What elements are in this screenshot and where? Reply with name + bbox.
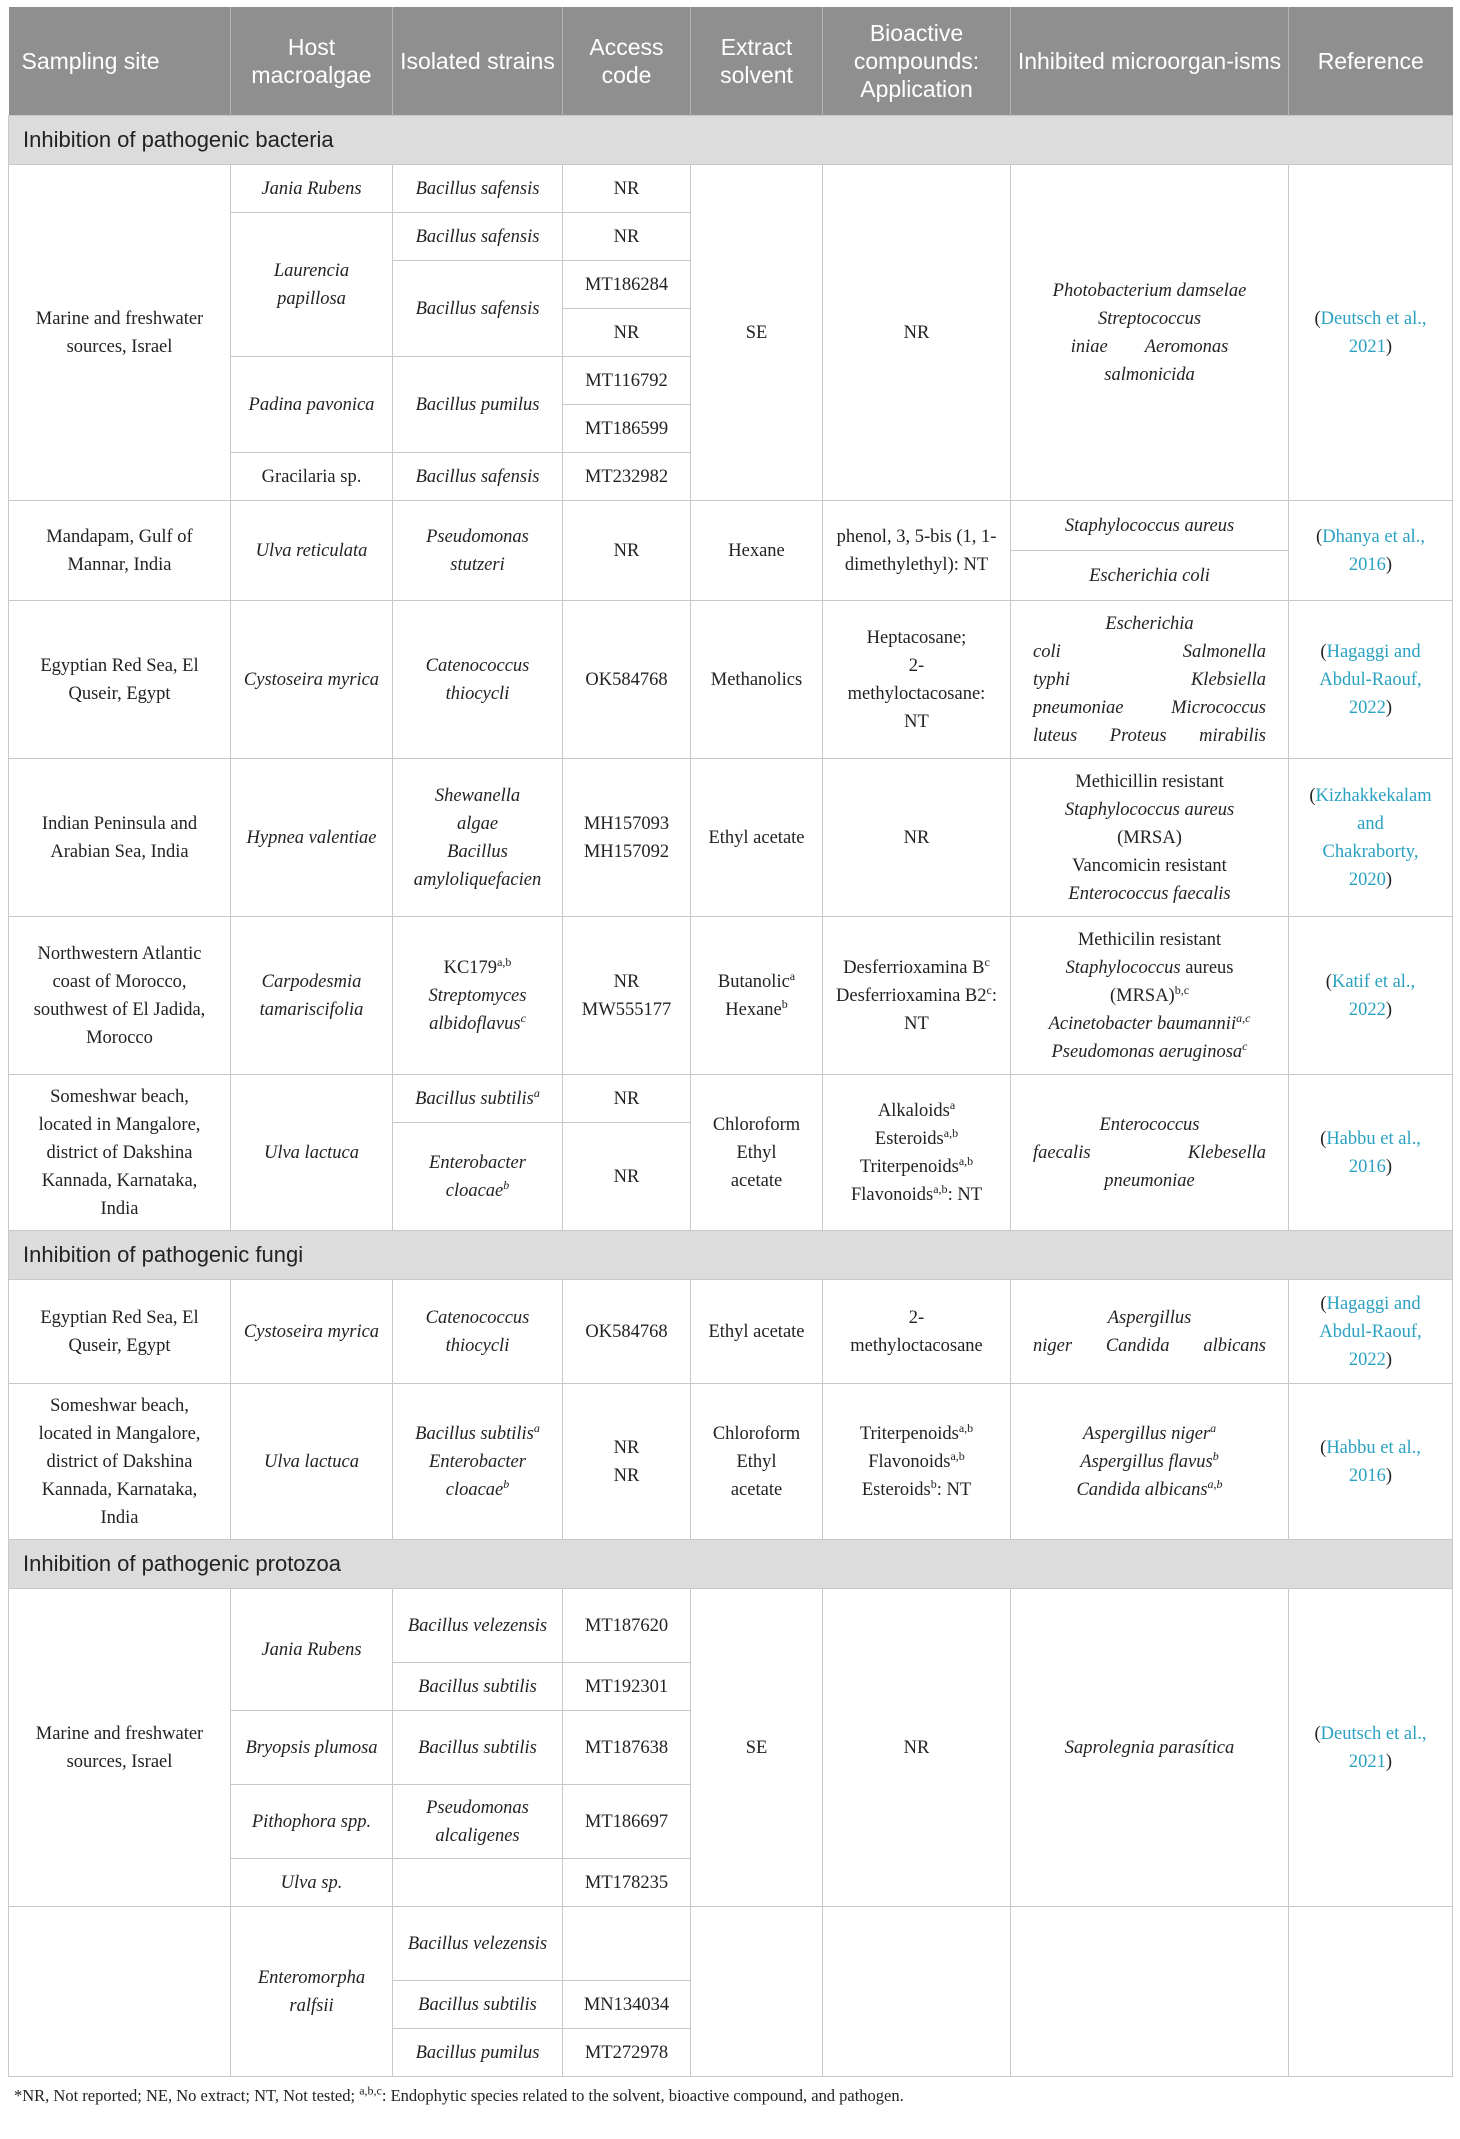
compound-line: Triterpenoids: [859, 1156, 959, 1177]
footnote-marker: a,b: [958, 1153, 974, 1168]
inhibited-item: Proteus mirabilis: [1109, 725, 1267, 746]
inhibited-microorganisms-empty: [1011, 1907, 1289, 2077]
extract-solvent: Ethyl acetate: [691, 759, 823, 917]
sampling-site: Marine and freshwater sources, Israel: [9, 1589, 231, 1907]
inhibited-microorganisms: [1011, 917, 1289, 1075]
footnote-marker: b: [503, 1177, 510, 1192]
isolated-strain: Pseudomonas stutzeri: [393, 501, 563, 601]
table-row: [9, 1384, 1453, 1540]
header-row: [9, 7, 1453, 116]
access-code: [563, 1907, 691, 1981]
reference-link[interactable]: Abdul-Raouf,: [1319, 1321, 1422, 1342]
footnote-marker: b: [1212, 1448, 1219, 1463]
sampling-site: Egyptian Red Sea, El Quseir, Egypt: [9, 1280, 231, 1384]
bioactive-compounds: NR: [823, 1589, 1011, 1907]
inhibited-item: Enterococcus: [1099, 1114, 1200, 1135]
sampling-site: Someshwar beach, located in Mangalore, district of Dakshina Kannada, Karnataka, India: [9, 1075, 231, 1231]
code-line: NR: [613, 1437, 640, 1458]
extract-solvent: [691, 1075, 823, 1231]
solvent-line: acetate: [730, 1479, 783, 1500]
isolated-strain: Bacillus safensis: [393, 261, 563, 357]
table-container: [8, 7, 1452, 2107]
access-code: NR: [563, 309, 691, 357]
sampling-site: Someshwar beach, located in Mangalore, district of Dakshina Kannada, Karnataka, India: [9, 1384, 231, 1540]
isolated-strain: Bacillus velezensis: [393, 1907, 563, 1981]
isolated-strain: Bacillus subtilis: [393, 1711, 563, 1785]
compound-application: : NT: [904, 985, 997, 1034]
inhibited-microorganisms: [1011, 759, 1289, 917]
host-macroalgae: Enteromorpha ralfsii: [231, 1907, 393, 2077]
inhibited-item: Pseudomonas aeruginosa: [1051, 1041, 1243, 1062]
inhibited-microorganisms: [1011, 1075, 1289, 1231]
host-macroalgae: Jania Rubens: [231, 1589, 393, 1711]
footnote-marker: c: [520, 1010, 526, 1025]
reference-link[interactable]: 2022: [1348, 697, 1386, 718]
isolated-strain: Catenococcus thiocycli: [393, 1280, 563, 1384]
footnote-marker: a: [949, 1097, 956, 1112]
isolated-strain: Pseudomonas alcaligenes: [393, 1785, 563, 1859]
solvent-line: acetate: [730, 1170, 783, 1191]
section-title-bacteria: Inhibition of pathogenic bacteria: [9, 116, 1453, 165]
footnote-marker: a,b: [497, 954, 512, 969]
inhibited-item: Enterococcus faecalis: [1068, 883, 1231, 904]
code-line: MH157092: [583, 841, 670, 862]
inhibited-item: Staphylococcus: [1065, 957, 1181, 978]
access-code: MT232982: [563, 453, 691, 501]
inhibited-microorganisms: Escherichia coli: [1011, 551, 1289, 601]
sampling-site: Northwestern Atlantic coast of Morocco, southwest of El Jadida, Morocco: [9, 917, 231, 1075]
header-access-code: Access code: [563, 7, 691, 116]
footnote-marker: a,b: [933, 1181, 948, 1196]
isolated-strain: [393, 1075, 563, 1123]
access-code: NR: [563, 1123, 691, 1231]
strain-line: Enterobacter cloacae: [429, 1152, 526, 1201]
compound-line: Heptacosane;: [866, 627, 967, 648]
access-code: MT186697: [563, 1785, 691, 1859]
strain-line: KC179: [443, 957, 498, 978]
compound-line: methyloctacosane:: [847, 683, 986, 704]
host-macroalgae: Ulva sp.: [231, 1859, 393, 1907]
isolated-strain: [393, 917, 563, 1075]
table-row: [9, 1907, 1453, 1981]
inhibited-item: Streptococcus: [1097, 308, 1202, 329]
host-macroalgae: Cystoseira myrica: [231, 1280, 393, 1384]
reference-link[interactable]: 2022: [1348, 1349, 1386, 1370]
inhibited-item: (MRSA): [1109, 985, 1175, 1006]
access-code: MT187638: [563, 1711, 691, 1785]
extract-solvent-empty: [691, 1907, 823, 2077]
section-title-fungi: Inhibition of pathogenic fungi: [9, 1231, 1453, 1280]
isolated-strain: Bacillus velezensis: [393, 1589, 563, 1663]
reference-link[interactable]: 2021: [1348, 1751, 1386, 1772]
bioactive-compounds: NR: [823, 759, 1011, 917]
isolated-strain: Bacillus pumilus: [393, 2029, 563, 2077]
access-code: NR: [563, 501, 691, 601]
table-row: [9, 1280, 1453, 1384]
reference: [1289, 1384, 1453, 1540]
footnote-marker: a: [1210, 1420, 1217, 1435]
footnote-marker: a,b: [943, 1125, 959, 1140]
footnote-marker: c: [986, 982, 992, 997]
extract-solvent: Methanolics: [691, 601, 823, 759]
header-isolated-strains: Isolated strains: [393, 7, 563, 116]
strain-line: Bacillus subtilis: [415, 1423, 534, 1444]
footnote-marker: b: [781, 996, 788, 1011]
ref-open: (: [1320, 1293, 1327, 1314]
compound-line: Flavonoids: [851, 1184, 934, 1205]
reference: [1289, 1589, 1453, 1907]
footnote-marker: b,c: [1174, 982, 1190, 997]
footnote-marker: a,b,c: [359, 2083, 382, 2098]
host-macroalgae: Ulva reticulata: [231, 501, 393, 601]
access-code: MT187620: [563, 1589, 691, 1663]
strain-line: Bacillus: [447, 841, 508, 862]
code-line: MH157093: [583, 813, 670, 834]
host-macroalgae: Bryopsis plumosa: [231, 1711, 393, 1785]
code-line: MW555177: [581, 999, 672, 1020]
access-code: NR: [563, 213, 691, 261]
strain-line: Bacillus subtilis: [415, 1088, 534, 1109]
isolated-strain: Bacillus subtilis: [393, 1981, 563, 2029]
bioactive-compounds: NR: [823, 165, 1011, 501]
ref-close: ): [1385, 1156, 1393, 1177]
reference-link[interactable]: 2016: [1348, 1465, 1386, 1486]
access-code: OK584768: [563, 1280, 691, 1384]
table-row: [9, 601, 1453, 759]
access-code: OK584768: [563, 601, 691, 759]
compound-line: Flavonoids: [868, 1451, 951, 1472]
host-macroalgae: Laurencia papillosa: [231, 213, 393, 357]
ref-close: ): [1385, 554, 1393, 575]
access-code: MT116792: [563, 357, 691, 405]
reference-link[interactable]: 2016: [1348, 554, 1386, 575]
ref-open: (: [1314, 1723, 1321, 1744]
inhibited-item: Aspergillus flavus: [1080, 1451, 1213, 1472]
code-line: NR: [613, 971, 640, 992]
reference: [1289, 601, 1453, 759]
header-sampling-site: Sampling site: [9, 7, 231, 116]
reference-link[interactable]: Habbu et al.,: [1326, 1128, 1421, 1149]
sampling-site: Mandapam, Gulf of Mannar, India: [9, 501, 231, 601]
ref-open: (: [1320, 1128, 1327, 1149]
inhibited-item: pneumoniae: [1104, 1170, 1195, 1191]
inhibited-item: faecalis: [1033, 1142, 1091, 1163]
access-code: MT272978: [563, 2029, 691, 2077]
bioactive-compounds: [823, 1384, 1011, 1540]
compound-line: Esteroids: [874, 1128, 944, 1149]
extract-solvent: Hexane: [691, 501, 823, 601]
table-row: [9, 917, 1453, 1075]
header-host-macroalgae: Host macroalgae: [231, 7, 393, 116]
footnote-marker: b: [930, 1476, 937, 1491]
strain-line: algae: [456, 813, 499, 834]
isolated-strain: [393, 1384, 563, 1540]
host-macroalgae: Jania Rubens: [231, 165, 393, 213]
reference: [1289, 917, 1453, 1075]
ref-open: (: [1320, 641, 1327, 662]
extract-solvent: [691, 917, 823, 1075]
reference-link[interactable]: Deutsch et al.,: [1320, 308, 1427, 329]
compound-application: : NT: [947, 1184, 982, 1205]
host-macroalgae: Cystoseira myrica: [231, 601, 393, 759]
host-macroalgae: Hypnea valentiae: [231, 759, 393, 917]
header-inhibited-microorganisms: Inhibited microorgan-isms: [1011, 7, 1289, 116]
inhibited-item: Salmonella: [1182, 641, 1266, 662]
inhibited-item: Methicilin resistant: [1077, 929, 1222, 950]
inhibited-microorganisms: Saprolegnia parasítica: [1011, 1589, 1289, 1907]
footnote-text: : Endophytic species related to the solvent, bioactive compound, and pathogen.: [381, 2086, 904, 2105]
header-extract-solvent: Extract solvent: [691, 7, 823, 116]
footnote-marker: a: [533, 1085, 540, 1100]
sampling-site-empty: [9, 1907, 231, 2077]
host-macroalgae: Ulva lactuca: [231, 1075, 393, 1231]
access-code: NR: [563, 165, 691, 213]
header-reference: Reference: [1289, 7, 1453, 116]
inhibited-item: pneumoniae: [1033, 697, 1124, 718]
isolated-strain: Bacillus subtilis: [393, 1663, 563, 1711]
table-row: [9, 1589, 1453, 1663]
compound-line: 2-: [908, 1307, 925, 1328]
solvent-line: Ethyl: [736, 1142, 777, 1163]
reference-link[interactable]: Deutsch et al.,: [1320, 1723, 1427, 1744]
inhibited-item: salmonicida: [1104, 364, 1195, 385]
ref-open: (: [1325, 971, 1332, 992]
access-code: MT178235: [563, 1859, 691, 1907]
inhibited-microorganisms: [1011, 1280, 1289, 1384]
inhibited-item: Acinetobacter baumannii: [1048, 1013, 1237, 1034]
host-macroalgae: Padina pavonica: [231, 357, 393, 453]
strain-line: Streptomyces albidoflavus: [428, 985, 527, 1034]
bioactive-compounds: [823, 601, 1011, 759]
bioactive-compounds: [823, 1075, 1011, 1231]
isolated-strain: Catenococcus thiocycli: [393, 601, 563, 759]
ref-close: ): [1385, 336, 1393, 357]
inhibited-item: Candida albicans: [1076, 1479, 1208, 1500]
section-title-protozoa: Inhibition of pathogenic protozoa: [9, 1540, 1453, 1589]
ref-close: ): [1385, 1465, 1393, 1486]
reference-link[interactable]: 2020: [1348, 869, 1386, 890]
access-code: [563, 917, 691, 1075]
access-code: [563, 1384, 691, 1540]
table-row: [9, 165, 1453, 213]
inhibited-item: luteus: [1033, 725, 1078, 746]
table-row: [9, 759, 1453, 917]
bioactive-compounds: [823, 917, 1011, 1075]
ref-close: ): [1385, 1349, 1393, 1370]
reference-link[interactable]: 2021: [1348, 336, 1386, 357]
reference-link[interactable]: Dhanya et al.,: [1322, 526, 1425, 547]
compound-line: Triterpenoids: [859, 1423, 959, 1444]
ref-open: (: [1314, 308, 1321, 329]
reference: [1289, 165, 1453, 501]
solvent-line: Chloroform: [712, 1423, 801, 1444]
reference: [1289, 501, 1453, 601]
reference-link[interactable]: Katif et al.,: [1331, 971, 1416, 992]
compound-line: 2-: [908, 655, 925, 676]
ref-close: ): [1385, 697, 1393, 718]
footnote-text: *NR, Not reported; NE, No extract; NT, Not tested;: [14, 2086, 360, 2105]
inhibited-microorganisms: [1011, 601, 1289, 759]
compound-application: : NT: [936, 1479, 972, 1500]
access-code: [563, 759, 691, 917]
table-row: [9, 501, 1453, 551]
compound-line: Alkaloids: [877, 1100, 950, 1121]
ref-close: ): [1385, 1751, 1393, 1772]
strain-line: Enterobacter cloacae: [429, 1451, 526, 1500]
host-macroalgae: Pithophora spp.: [231, 1785, 393, 1859]
access-code: MT186284: [563, 261, 691, 309]
reference-link[interactable]: and: [1357, 813, 1384, 834]
compound-line: methyloctacosane: [850, 1335, 983, 1356]
host-macroalgae: Carpodesmia tamariscifolia: [231, 917, 393, 1075]
reference-link[interactable]: 2016: [1348, 1156, 1386, 1177]
footnote-marker: a: [789, 968, 796, 983]
compound-line: Desferrioxamina B: [843, 957, 985, 978]
reference-empty: [1289, 1907, 1453, 2077]
strain-line: amyloliquefacien: [413, 869, 542, 890]
extract-solvent: Ethyl acetate: [691, 1280, 823, 1384]
footnote-marker: b: [503, 1476, 510, 1491]
footnote-marker: a: [533, 1420, 540, 1435]
footnote-marker: c: [984, 954, 990, 969]
reference: [1289, 1075, 1453, 1231]
extract-solvent: [691, 1384, 823, 1540]
reference-link[interactable]: 2022: [1348, 999, 1386, 1020]
inhibited-item: Micrococcus: [1171, 697, 1266, 718]
reference: [1289, 1280, 1453, 1384]
footnote-marker: a,c: [1236, 1010, 1251, 1025]
code-line: NR: [613, 1465, 640, 1486]
sampling-site: Egyptian Red Sea, El Quseir, Egypt: [9, 601, 231, 759]
reference-link[interactable]: Abdul-Raouf,: [1319, 669, 1422, 690]
solvent-line: Chloroform: [712, 1114, 801, 1135]
inhibited-item: iniae: [1070, 336, 1108, 357]
inhibited-item: Methicillin resistant: [1075, 771, 1224, 792]
isolated-strain: Bacillus safensis: [393, 213, 563, 261]
inhibited-item: Aspergillus: [1107, 1307, 1192, 1328]
ref-open: (: [1316, 526, 1323, 547]
inhibited-item: Staphylococcus aureus: [1064, 799, 1235, 820]
inhibited-microorganisms: Staphylococcus aureus: [1011, 501, 1289, 551]
isolated-strain: Bacillus safensis: [393, 453, 563, 501]
access-code: MN134034: [563, 1981, 691, 2029]
inhibited-item: Vancomicin resistant: [1072, 855, 1227, 876]
footnote-marker: a,b: [950, 1448, 965, 1463]
footnote-marker: c: [1242, 1038, 1248, 1053]
inhibited-item: (MRSA): [1117, 827, 1182, 848]
compound-line: NT: [904, 711, 929, 732]
bioactive-compounds: [823, 1280, 1011, 1384]
section-row-bacteria: [9, 116, 1453, 165]
inhibited-item: Escherichia: [1105, 613, 1194, 634]
inhibited-item: aureus: [1180, 957, 1234, 978]
strain-line: Shewanella: [434, 785, 521, 806]
inhibited-item: Klebesella: [1187, 1142, 1266, 1163]
inhibited-item: Candida albicans: [1105, 1335, 1267, 1356]
bioactive-compounds: phenol, 3, 5-bis (1, 1-dimethylethyl): NT: [823, 501, 1011, 601]
section-row-protozoa: [9, 1540, 1453, 1589]
isolated-strain: Bacillus safensis: [393, 165, 563, 213]
host-macroalgae: Gracilaria sp.: [231, 453, 393, 501]
data-table: [8, 7, 1453, 2077]
reference-link[interactable]: Habbu et al.,: [1326, 1437, 1421, 1458]
inhibited-item: coli: [1033, 641, 1061, 662]
inhibited-microorganisms: [1011, 165, 1289, 501]
table-footnote: [8, 2085, 1452, 2107]
section-row-fungi: [9, 1231, 1453, 1280]
footnote-marker: a,b: [958, 1420, 974, 1435]
solvent-line: Ethyl: [736, 1451, 777, 1472]
inhibited-item: Aeromonas: [1144, 336, 1229, 357]
sampling-site: Indian Peninsula and Arabian Sea, India: [9, 759, 231, 917]
inhibited-item: Photobacterium damselae: [1052, 280, 1247, 301]
reference: [1289, 759, 1453, 917]
inhibited-item: Klebsiella: [1190, 669, 1266, 690]
ref-close: ): [1385, 999, 1393, 1020]
solvent-line: Hexane: [725, 999, 782, 1020]
access-code: MT192301: [563, 1663, 691, 1711]
compound-line: Esteroids: [861, 1479, 931, 1500]
reference-link[interactable]: Hagaggi and: [1326, 1293, 1421, 1314]
host-macroalgae: Ulva lactuca: [231, 1384, 393, 1540]
table-row: [9, 1075, 1453, 1123]
isolated-strain: [393, 759, 563, 917]
ref-open: (: [1309, 785, 1316, 806]
isolated-strain: [393, 1123, 563, 1231]
inhibited-item: Aspergillus niger: [1082, 1423, 1211, 1444]
isolated-strain: Bacillus pumilus: [393, 357, 563, 453]
reference-link[interactable]: Kizhakkekalam: [1315, 785, 1432, 806]
inhibited-item: niger: [1033, 1335, 1073, 1356]
access-code: MT186599: [563, 405, 691, 453]
extract-solvent: SE: [691, 1589, 823, 1907]
access-code: NR: [563, 1075, 691, 1123]
footnote-marker: a,b: [1207, 1476, 1223, 1491]
extract-solvent: SE: [691, 165, 823, 501]
ref-open: (: [1320, 1437, 1327, 1458]
compound-line: Desferrioxamina B2: [836, 985, 987, 1006]
reference-link[interactable]: Chakraborty,: [1322, 841, 1419, 862]
solvent-line: Butanolic: [717, 971, 790, 992]
header-bioactive-compounds: Bioactive compounds: Application: [823, 7, 1011, 116]
bioactive-compounds-empty: [823, 1907, 1011, 2077]
sampling-site: Marine and freshwater sources, Israel: [9, 165, 231, 501]
reference-link[interactable]: Hagaggi and: [1326, 641, 1421, 662]
ref-close: ): [1385, 869, 1393, 890]
inhibited-microorganisms: [1011, 1384, 1289, 1540]
inhibited-item: typhi: [1033, 669, 1070, 690]
